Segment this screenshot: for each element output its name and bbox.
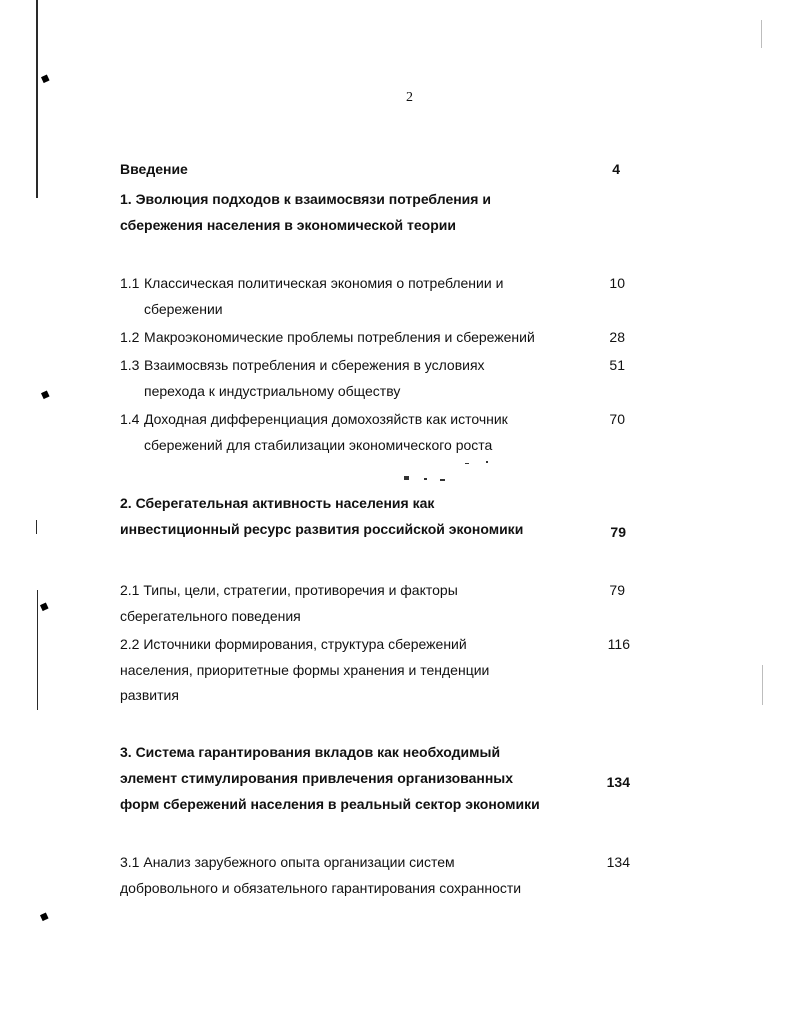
section-3-1-page: 134 [606,854,630,870]
chapter2-page: 79 [610,524,626,540]
section-2-2-line1: 2.2 Источники формирования, структура сбережений [120,636,467,652]
punch-hole-mark-icon: ◆ [37,597,52,615]
section-1-3-line1: Взаимосвязь потребления и сбережения в условиях [144,357,485,373]
punch-hole-mark-icon: ◆ [38,385,53,403]
scan-speck [424,478,427,480]
section-2-2-line3: развития [120,687,179,703]
section-1-3-line2: перехода к индустриальному обществу [144,383,401,399]
section-1-1-line2: сбережении [144,301,223,317]
section-1-2-number: 1.2 [120,329,140,345]
section-2-2-page: 116 [607,636,630,652]
scan-speck [486,461,488,463]
section-2-1-page: 79 [609,582,625,598]
scan-edge-line [762,665,763,705]
scan-margin-line [36,0,38,198]
section-1-4-number: 1.4 [120,411,140,427]
scan-margin-line [36,520,37,534]
section-1-1-line1: Классическая политическая экономия о потреблении и [144,275,504,291]
section-1-4-line2: сбережений для стабилизации экономического роста [144,437,493,453]
chapter2-title-line2: инвестиционный ресурс развития российской экономики [120,521,524,537]
scan-speck [440,479,445,481]
chapter3-title-line3: форм сбережений населения в реальный сектор экономики [120,796,540,812]
chapter1-title-line2: сбережения населения в экономической теории [120,217,456,233]
scan-edge-line [761,20,762,48]
section-3-1-line1: 3.1 Анализ зарубежного опыта организации систем [120,854,455,870]
page-number: 2 [406,90,413,105]
chapter3-title-line1: 3. Система гарантирования вкладов как необходимый [120,744,501,760]
section-2-1-line1: 2.1 Типы, цели, стратегии, противоречия и факторы [120,582,458,598]
chapter3-title-line2: элемент стимулирования привлечения организованных [120,770,514,786]
chapter1-title-line1: 1. Эволюция подходов к взаимосвязи потребления и [120,191,491,207]
section-1-1-number: 1.1 [120,275,140,291]
section-1-4-line1: Доходная дифференциация домохозяйств как источник [144,411,508,427]
scan-speck [404,476,409,480]
section-1-4-page: 70 [609,411,625,427]
section-2-2-line2: населения, приоритетные формы хранения и тенденции [120,662,490,678]
section-1-2-line1: Макроэкономические проблемы потребления и сбережений [144,329,535,345]
section-2-1-line2: сберегательного поведения [120,608,301,624]
scan-speck [465,463,469,464]
punch-hole-mark-icon: ◆ [38,69,53,87]
section-1-1-page: 10 [609,275,625,291]
chapter3-page: 134 [606,774,630,790]
intro-title: Введение [120,161,188,177]
section-1-2-page: 28 [609,329,625,345]
section-1-3-number: 1.3 [120,357,140,373]
chapter2-title-line1: 2. Сберегательная активность населения как [120,495,435,511]
section-3-1-line2: добровольного и обязательного гарантирования сохранности [120,880,522,896]
section-1-3-page: 51 [609,357,625,373]
intro-page: 4 [612,161,620,177]
punch-hole-mark-icon: ◆ [37,907,52,925]
